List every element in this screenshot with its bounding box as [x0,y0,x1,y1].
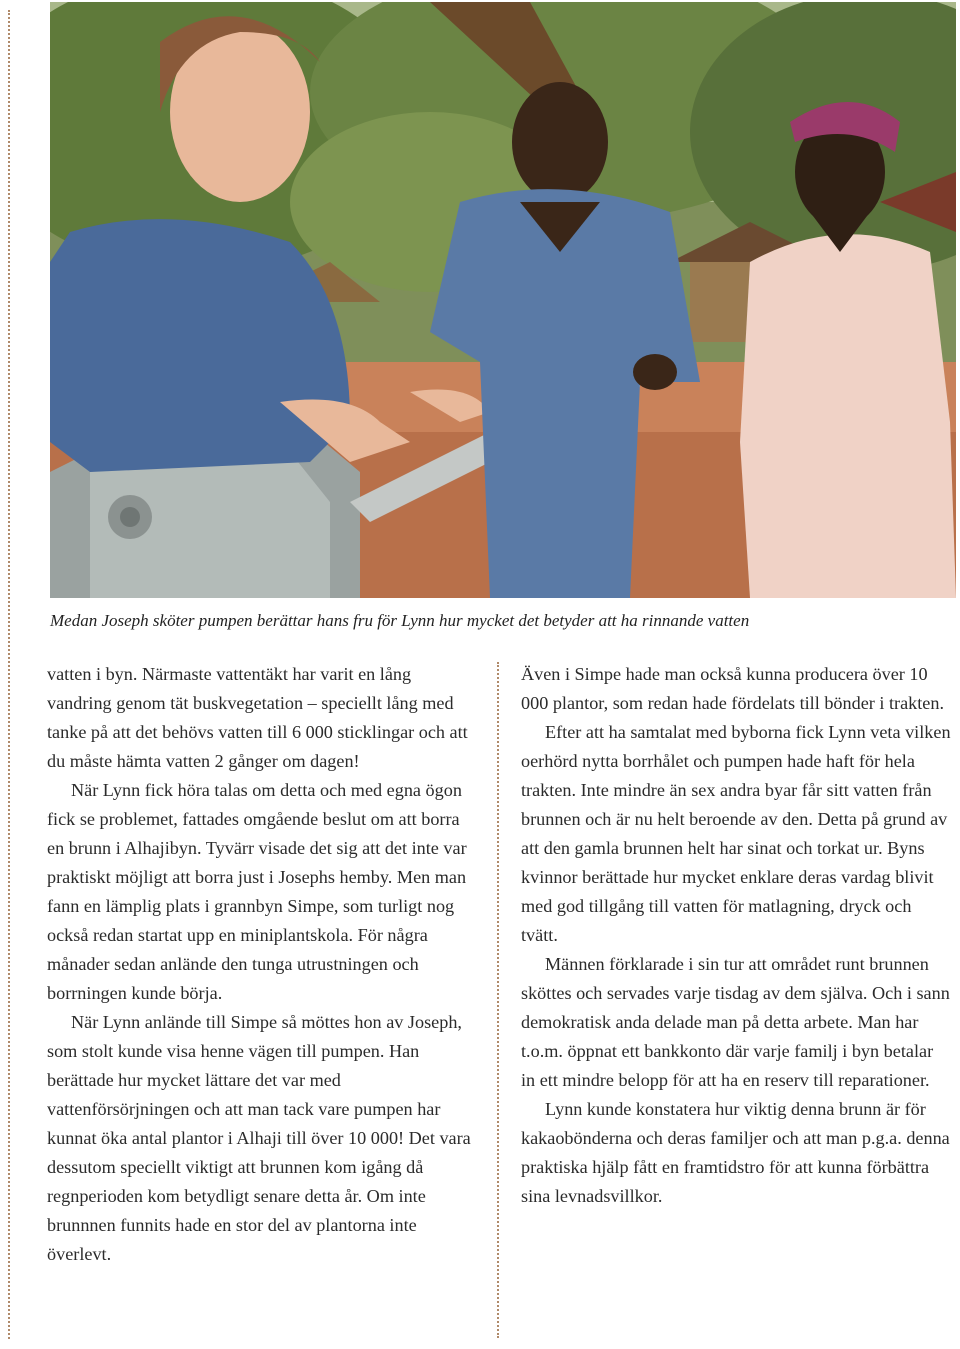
paragraph: Männen förklarade i sin tur att området runt brunnen sköttes och servades varje tisdag av dem själva. Och i sann demokratisk anda delade man på detta arbete. Man har t.o.m. öppnat ett bankkonto där varje familj i byn betalar in ett mindre belopp för att ha en reserv till reparationer. [521,954,950,1090]
photo-three-people-at-water-pump-icon [50,2,956,598]
paragraph: Lynn kunde konstatera hur viktig denna brunn är för kakaobönderna och deras familjer och att man p.g.a. denna praktiska hjälp fått en framtidstro för att kunna förbättra sina levnadsvillkor. [521,1099,950,1206]
paragraph: vatten i byn. Närmaste vattentäkt har varit en lång vandring genom tät buskvegetation – speciellt lång med tanke på att det behövs vatten till 6 000 sticklingar och att du måste hämta vatten 2 gånger om dagen! [47,664,468,771]
paragraph: Även i Simpe hade man också kunna producera över 10 000 plantor, som redan hade fördelats till bönder i trakten. [521,664,945,713]
article-column-right [521,660,951,1211]
paragraph: När Lynn fick höra talas om detta och med egna ögon fick se problemet, fattades omgående beslut om att borra en brunn i Alhajibyn. Tyvärr visade det sig att det inte var praktiskt möjligt att borra just i Josephs hemby. Men man fann en lämplig plats i grannbyn Simpe, som turligt nog också redan startat upp en miniplantskola. För några månader sedan anlände den tunga utrustningen och borrningen kunde börja. [47,780,467,1003]
column-divider-dotted-rule [497,662,499,1338]
paragraph: När Lynn anlände till Simpe så möttes hon av Joseph, som stolt kunde visa henne vägen till pumpen. Han berättade hur mycket lättare det var med vattenförsörjningen och att man tack vare pumpen har kunnat öka antal plantor i Alhaji till över 10 000! Det vara dessutom speciellt viktigt att brunnen kom igång då regnperioden kom betydligt senare detta år. Om inte brunnnen funnits hade en stor del av plantorna inte överlevt. [47,1012,471,1264]
article-photo [50,2,956,598]
left-margin-dotted-rule [8,10,10,1339]
paragraph: Efter att ha samtalat med byborna fick Lynn veta vilken oerhörd nytta borrhålet och pumpen hade haft för hela trakten. Inte mindre än sex andra byar får sitt vatten från brunnen och är nu helt beroende av den. Detta på grund av att den gamla brunnen helt har sinat och torkat ur. Byns kvinnor berättade hur mycket enklare deras vardag blivit med god tillgång till vatten för matlagning, dryck och tvätt. [521,722,951,945]
photo-caption: Medan Joseph sköter pumpen berättar hans fru för Lynn hur mycket det betyder att ha rinnande vatten [50,611,750,630]
article-column-left [47,660,477,1269]
